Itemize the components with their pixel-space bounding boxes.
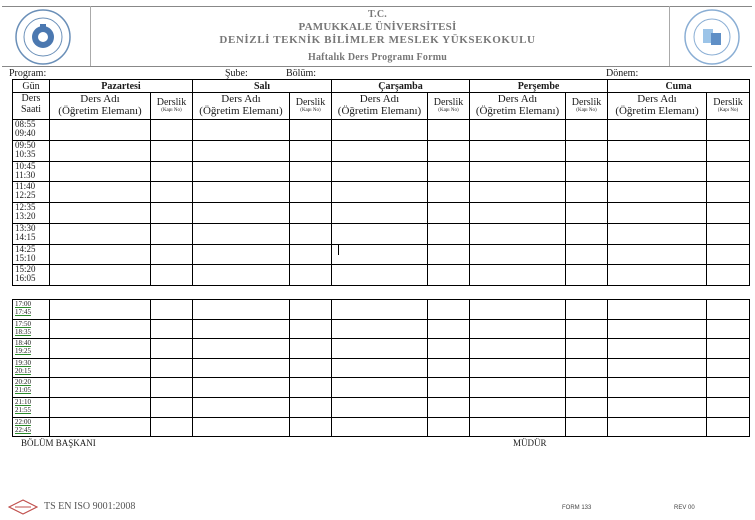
course-cell[interactable] (608, 265, 707, 286)
course-cell[interactable] (193, 417, 290, 437)
course-cell[interactable] (332, 417, 428, 437)
header-line-3: DENİZLİ TEKNİK BİLİMLER MESLEK YÜKSEKOKULU (219, 34, 536, 46)
derslik-header (428, 93, 470, 120)
time-end: 14:15 (15, 231, 36, 242)
time-end: 10:35 (15, 148, 36, 159)
course-cell[interactable] (50, 265, 151, 286)
classroom-cell[interactable] (290, 319, 332, 339)
kapi-no-label: (Kapı No) (300, 108, 321, 113)
derslik-header (566, 93, 608, 120)
classroom-cell[interactable] (428, 120, 470, 141)
ders-adi-header (332, 93, 428, 120)
classroom-cell[interactable] (290, 397, 332, 417)
kapi-no-label: (Kapı No) (161, 108, 182, 113)
derslik-header (151, 93, 193, 120)
classroom-cell[interactable] (707, 140, 750, 161)
header-bottom-border (2, 66, 752, 67)
time-start: 08:55 (15, 119, 36, 129)
classroom-cell[interactable] (151, 358, 193, 378)
classroom-cell[interactable] (428, 397, 470, 417)
ders-adi-label: Ders Adı (637, 93, 677, 105)
classroom-cell[interactable] (290, 339, 332, 359)
course-cell[interactable] (50, 358, 151, 378)
classroom-cell[interactable] (428, 300, 470, 320)
course-cell[interactable] (50, 140, 151, 161)
course-cell[interactable] (608, 378, 707, 398)
course-cell[interactable] (193, 300, 290, 320)
time-end: 11:30 (15, 169, 36, 180)
course-cell[interactable] (332, 244, 428, 265)
time-start: 15:20 (15, 264, 36, 275)
header-line-2: PAMUKKALE ÜNİVERSİTESİ (298, 21, 457, 33)
derslik-header (707, 93, 750, 120)
classroom-cell[interactable] (151, 120, 193, 141)
bolum-baskani-label: BÖLÜM BAŞKANI (21, 438, 96, 448)
course-cell[interactable] (193, 244, 290, 265)
classroom-cell[interactable] (566, 120, 608, 141)
classroom-cell[interactable] (428, 339, 470, 359)
ders-adi-label: Ders Adı (497, 93, 538, 105)
course-cell[interactable] (193, 120, 290, 141)
time-start: 22:00 (15, 417, 31, 426)
course-cell[interactable] (332, 161, 428, 182)
derslik-header (290, 93, 332, 120)
schedule-row (13, 265, 750, 286)
ders-adi-label: Ders Adı (80, 93, 120, 105)
time-cell (13, 417, 50, 437)
header-top-border (2, 6, 752, 7)
derslik-label: Derslik (156, 97, 187, 108)
classroom-cell[interactable] (428, 182, 470, 203)
course-cell[interactable] (608, 397, 707, 417)
course-cell[interactable] (470, 397, 566, 417)
course-cell[interactable] (332, 339, 428, 359)
schedule-row (13, 120, 750, 141)
time-end: 20:15 (15, 366, 31, 375)
course-cell[interactable] (470, 300, 566, 320)
time-end: 19:25 (15, 347, 31, 356)
course-cell[interactable] (470, 319, 566, 339)
time-start: 09:50 (15, 140, 36, 150)
course-cell[interactable] (332, 397, 428, 417)
course-cell[interactable] (608, 203, 707, 224)
course-cell[interactable] (470, 244, 566, 265)
classroom-cell[interactable] (566, 203, 608, 224)
derslik-label: Derslik (295, 97, 326, 108)
revision-number: REV 00 (674, 505, 695, 511)
time-start: 18:40 (15, 339, 31, 348)
schedule-table-day (12, 79, 750, 286)
time-cell (13, 120, 50, 141)
classroom-cell[interactable] (290, 120, 332, 141)
course-cell[interactable] (193, 358, 290, 378)
time-cell (13, 339, 50, 359)
tse-logo-icon (8, 499, 38, 515)
classroom-cell[interactable] (290, 244, 332, 265)
course-cell[interactable] (193, 223, 290, 244)
form-title: Haftalık Ders Programı Formu (308, 52, 447, 63)
derslik-label: Derslik (571, 97, 602, 108)
classroom-cell[interactable] (707, 378, 750, 398)
day-header: Çarşamba (332, 80, 470, 93)
course-cell[interactable] (608, 223, 707, 244)
classroom-cell[interactable] (290, 417, 332, 437)
classroom-cell[interactable] (151, 223, 193, 244)
time-cell (13, 140, 50, 161)
classroom-cell[interactable] (566, 244, 608, 265)
schedule-row (13, 358, 750, 378)
course-cell[interactable] (470, 223, 566, 244)
days-header-row (13, 80, 750, 93)
course-cell[interactable] (470, 203, 566, 224)
ders-adi-header (50, 93, 151, 120)
course-cell[interactable] (470, 120, 566, 141)
course-cell[interactable] (332, 120, 428, 141)
time-end: 17:45 (15, 308, 31, 316)
schedule-row (13, 339, 750, 359)
classroom-cell[interactable] (707, 203, 750, 224)
kapi-no-label: (Kapı No) (717, 108, 739, 113)
classroom-cell[interactable] (151, 397, 193, 417)
course-cell[interactable] (608, 244, 707, 265)
classroom-cell[interactable] (566, 140, 608, 161)
classroom-cell[interactable] (428, 203, 470, 224)
course-cell[interactable] (193, 203, 290, 224)
course-cell[interactable] (50, 120, 151, 141)
gun-label: Gün (13, 80, 50, 93)
course-cell[interactable] (50, 339, 151, 359)
course-cell[interactable] (470, 358, 566, 378)
course-cell[interactable] (332, 203, 428, 224)
classroom-cell[interactable] (707, 358, 750, 378)
classroom-cell[interactable] (428, 358, 470, 378)
classroom-cell[interactable] (566, 300, 608, 320)
course-cell[interactable] (332, 140, 428, 161)
course-cell[interactable] (470, 265, 566, 286)
classroom-cell[interactable] (151, 244, 193, 265)
classroom-cell[interactable] (151, 161, 193, 182)
classroom-cell[interactable] (428, 378, 470, 398)
course-cell[interactable] (332, 378, 428, 398)
course-cell[interactable] (332, 358, 428, 378)
time-end: 09:40 (15, 128, 36, 138)
classroom-cell[interactable] (707, 120, 750, 141)
schedule-row (13, 203, 750, 224)
time-cell (13, 182, 50, 203)
time-start: 12:35 (15, 202, 36, 212)
time-cell (13, 378, 50, 398)
time-cell (13, 358, 50, 378)
course-cell[interactable] (193, 265, 290, 286)
classroom-cell[interactable] (290, 223, 332, 244)
mudur-label: MÜDÜR (513, 438, 547, 448)
time-start: 21:10 (15, 397, 31, 406)
classroom-cell[interactable] (566, 339, 608, 359)
classroom-cell[interactable] (707, 397, 750, 417)
day-header: Salı (193, 80, 332, 93)
course-cell[interactable] (50, 300, 151, 320)
classroom-cell[interactable] (151, 182, 193, 203)
time-end: 15:10 (15, 252, 36, 263)
time-cell (13, 397, 50, 417)
ogretim-elemani-label: (Öğretim Elemanı) (475, 105, 560, 117)
ders-adi-header (193, 93, 290, 120)
classroom-cell[interactable] (151, 417, 193, 437)
classroom-cell[interactable] (151, 378, 193, 398)
course-cell[interactable] (193, 339, 290, 359)
schedule-table-evening (12, 299, 750, 437)
classroom-cell[interactable] (566, 417, 608, 437)
sube-label: Şube: (225, 68, 248, 79)
course-cell[interactable] (470, 182, 566, 203)
time-end: 21:55 (15, 405, 31, 414)
course-cell[interactable] (470, 161, 566, 182)
course-cell[interactable] (332, 182, 428, 203)
classroom-cell[interactable] (290, 358, 332, 378)
bolum-label: Bölüm: (286, 68, 317, 79)
course-cell[interactable] (193, 182, 290, 203)
classroom-cell[interactable] (707, 161, 750, 182)
course-cell[interactable] (470, 378, 566, 398)
time-end: 22:45 (15, 425, 31, 434)
course-cell[interactable] (608, 358, 707, 378)
time-cell (13, 265, 50, 286)
derslik-label: Derslik (433, 97, 464, 108)
classroom-cell[interactable] (566, 358, 608, 378)
kapi-no-label: (Kapı No) (576, 108, 597, 113)
course-cell[interactable] (470, 417, 566, 437)
classroom-cell[interactable] (290, 182, 332, 203)
time-start: 10:45 (15, 161, 36, 171)
time-cell (13, 244, 50, 265)
course-cell[interactable] (50, 244, 151, 265)
classroom-cell[interactable] (566, 265, 608, 286)
time-start: 13:30 (15, 223, 36, 233)
classroom-cell[interactable] (290, 203, 332, 224)
time-end: 21:05 (15, 386, 31, 395)
ders-adi-label: Ders Adı (359, 93, 400, 105)
classroom-cell[interactable] (566, 223, 608, 244)
classroom-cell[interactable] (707, 319, 750, 339)
donem-label: Dönem: (606, 68, 639, 79)
time-cell (13, 203, 50, 224)
classroom-cell[interactable] (707, 265, 750, 286)
form-number: FORM 133 (562, 505, 592, 511)
time-start: 14:25 (15, 244, 36, 254)
classroom-cell[interactable] (566, 161, 608, 182)
program-label: Program: (9, 68, 47, 79)
course-cell[interactable] (470, 140, 566, 161)
ogretim-elemani-label: (Öğretim Elemanı) (337, 105, 422, 117)
schedule-row (13, 417, 750, 437)
course-cell[interactable] (50, 378, 151, 398)
schedule-row (13, 244, 750, 265)
course-cell[interactable] (193, 378, 290, 398)
course-cell[interactable] (332, 265, 428, 286)
course-cell[interactable] (608, 140, 707, 161)
classroom-cell[interactable] (707, 182, 750, 203)
schedule-row (13, 161, 750, 182)
classroom-cell[interactable] (428, 265, 470, 286)
classroom-cell[interactable] (707, 223, 750, 244)
schedule-row (13, 140, 750, 161)
ogretim-elemani-label: (Öğretim Elemanı) (199, 105, 283, 117)
iso-label: TS EN ISO 9001:2008 (44, 501, 136, 512)
classroom-cell[interactable] (151, 300, 193, 320)
classroom-cell[interactable] (151, 265, 193, 286)
classroom-cell[interactable] (290, 161, 332, 182)
ders-adi-label: Ders Adı (221, 93, 261, 105)
classroom-cell[interactable] (428, 319, 470, 339)
classroom-cell[interactable] (290, 265, 332, 286)
course-cell[interactable] (50, 397, 151, 417)
course-cell[interactable] (608, 339, 707, 359)
schedule-row (13, 319, 750, 339)
classroom-cell[interactable] (428, 417, 470, 437)
classroom-cell[interactable] (566, 378, 608, 398)
classroom-cell[interactable] (290, 140, 332, 161)
classroom-cell[interactable] (428, 161, 470, 182)
course-cell[interactable] (608, 319, 707, 339)
classroom-cell[interactable] (290, 300, 332, 320)
course-cell[interactable] (193, 161, 290, 182)
classroom-cell[interactable] (151, 203, 193, 224)
course-cell[interactable] (608, 182, 707, 203)
time-end: 13:20 (15, 211, 36, 221)
time-cell (13, 300, 50, 320)
course-cell[interactable] (50, 319, 151, 339)
day-header: Pazartesi (50, 80, 193, 93)
course-cell[interactable] (608, 120, 707, 141)
course-cell[interactable] (50, 182, 151, 203)
time-start: 11:40 (15, 181, 36, 192)
ders-adi-header (470, 93, 566, 120)
classroom-cell[interactable] (151, 140, 193, 161)
header-line-1: T.C. (368, 9, 387, 20)
course-cell[interactable] (50, 203, 151, 224)
time-end: 16:05 (15, 273, 36, 284)
derslik-label: Derslik (713, 97, 743, 108)
time-start: 17:50 (15, 319, 31, 328)
course-cell[interactable] (332, 300, 428, 320)
schedule-row (13, 397, 750, 417)
day-header: Perşembe (470, 80, 608, 93)
schedule-row (13, 378, 750, 398)
time-start: 19:30 (15, 358, 31, 367)
schedule-row (13, 300, 750, 320)
course-cell[interactable] (608, 161, 707, 182)
classroom-cell[interactable] (151, 339, 193, 359)
course-cell[interactable] (470, 339, 566, 359)
column-header-row (13, 93, 750, 120)
classroom-cell[interactable] (707, 339, 750, 359)
course-cell[interactable] (50, 223, 151, 244)
time-cell (13, 161, 50, 182)
classroom-cell[interactable] (707, 417, 750, 437)
classroom-cell[interactable] (707, 300, 750, 320)
time-end: 18:35 (15, 327, 31, 336)
ogretim-elemani-label: (Öğretim Elemanı) (58, 105, 142, 117)
kapi-no-label: (Kapı No) (438, 108, 459, 113)
course-cell[interactable] (50, 417, 151, 437)
classroom-cell[interactable] (707, 244, 750, 265)
course-cell[interactable] (608, 300, 707, 320)
time-end: 12:25 (15, 190, 36, 201)
schedule-row (13, 182, 750, 203)
course-cell[interactable] (50, 161, 151, 182)
course-cell[interactable] (332, 319, 428, 339)
classroom-cell[interactable] (566, 319, 608, 339)
time-cell (13, 223, 50, 244)
classroom-cell[interactable] (428, 140, 470, 161)
course-cell[interactable] (332, 223, 428, 244)
ders-saati-label: Ders Saati (13, 93, 50, 120)
classroom-cell[interactable] (428, 244, 470, 265)
classroom-cell[interactable] (428, 223, 470, 244)
ogretim-elemani-label: (Öğretim Elemanı) (615, 105, 699, 117)
classroom-cell[interactable] (290, 378, 332, 398)
course-cell[interactable] (193, 319, 290, 339)
day-header: Cuma (608, 80, 750, 93)
ders-adi-header (608, 93, 707, 120)
text-cursor (338, 244, 339, 255)
course-cell[interactable] (193, 397, 290, 417)
schedule-row (13, 223, 750, 244)
course-cell[interactable] (608, 417, 707, 437)
course-cell[interactable] (193, 140, 290, 161)
time-start: 17:00 (15, 300, 31, 308)
classroom-cell[interactable] (151, 319, 193, 339)
classroom-cell[interactable] (566, 182, 608, 203)
classroom-cell[interactable] (566, 397, 608, 417)
time-start: 20:20 (15, 378, 31, 387)
time-cell (13, 319, 50, 339)
